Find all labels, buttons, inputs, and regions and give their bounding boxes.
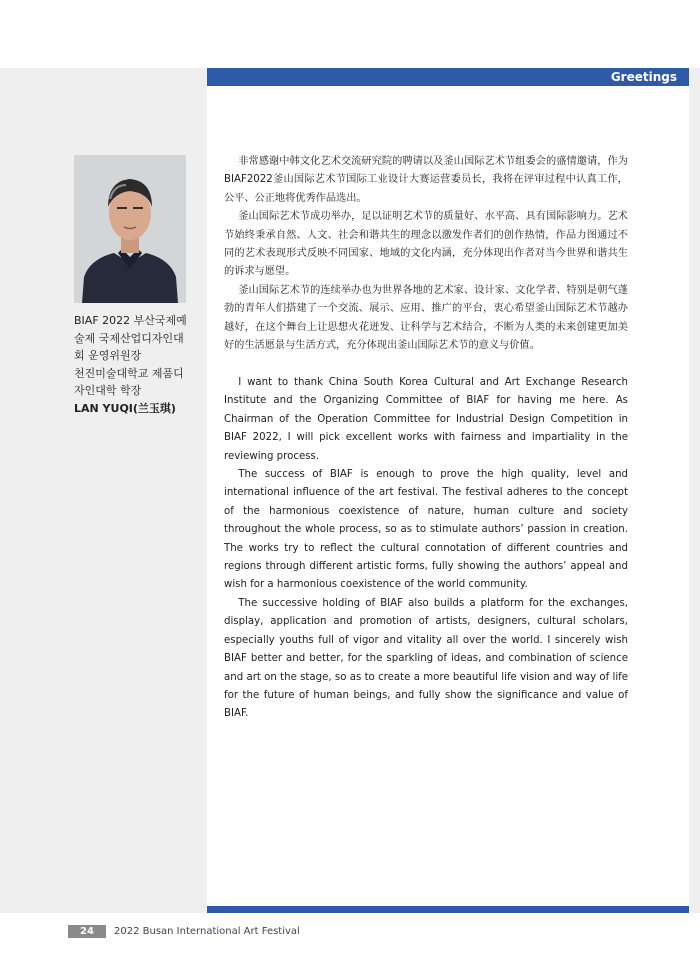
section-title: Greetings: [610, 70, 677, 84]
caption-line: BIAF 2022 부산국제예: [74, 314, 187, 327]
english-greeting: [224, 374, 628, 724]
caption-line: 천진미술대학교 제품디: [74, 366, 184, 380]
portrait-photo: [74, 155, 186, 303]
person-caption: [74, 312, 204, 418]
caption-line: 술제 국제산업디자인대: [74, 331, 184, 345]
chinese-greeting: [224, 153, 628, 355]
chinese-paragraph: 非常感谢中韩文化艺术交流研究院的聘请以及釜山国际艺术节组委会的盛情邀请，作为BIAF2022釜山国际艺术节国际工业设计大赛运营委员长，我将在评审过程中认真工作，公平、公正地将优秀作品选出。: [224, 156, 628, 204]
footer-accent-bar: [207, 906, 689, 913]
caption-line: 회 운영위원장: [74, 349, 142, 363]
section-header: [207, 68, 689, 86]
english-paragraph: I want to thank China South Korea Cultural and Art Exchange Research Institute and the Organizing Committee of BIAF for having me here. As Chairman of the Operation Committee for Industrial Design Competition in BIAF 2022, I will pick excellent works with fairness and impartiality in the reviewing process.: [224, 377, 628, 462]
caption-line: 자인대학 학장: [74, 384, 142, 398]
chinese-paragraph: 釜山国际艺术节成功举办，足以证明艺术节的质量好、水平高、具有国际影响力。艺术节始终秉承自然、人文、社会和谐共生的理念以激发作者们的创作热情，作品力图通过不同的艺术表现形式反映不同国家、地域的文化内涵，充分体现出作者对当今世界和谐共生的诉求与愿望。: [224, 211, 628, 278]
portrait-illustration: [74, 155, 186, 303]
chinese-paragraph: 釜山国际艺术节的连续举办也为世界各地的艺术家、设计家、文化学者、特别是朝气蓬勃的青年人们搭建了一个交流、展示、应用、推广的平台，衷心希望釜山国际艺术节越办越好，在这个舞台上让思想火花迸发、让科学与艺术结合，不断为人类的未来创建更加美好的生活愿景与生活方式，充分体现出釜山国际艺术节的意义与价值。: [224, 284, 628, 352]
page-number: 24: [68, 925, 106, 938]
publication-title: 2022 Busan International Art Festival: [114, 926, 300, 937]
english-paragraph: The success of BIAF is enough to prove the high quality, level and international influence of the art festival. The festival adheres to the concept of the harmonious coexistence of nature, human culture and society throughout the whole process, so as to stimulate authors’ passion in creation. The works try to reflect the cultural connotation of different countries and regions through different artistic forms, fully showing the authors’ appeal and wish for a harmonious coexistence of the world community.: [224, 469, 628, 591]
person-name: LAN YUQI(兰玉琪): [74, 401, 176, 415]
english-paragraph: The successive holding of BIAF also builds a platform for the exchanges, display, application and promotion of artists, designers, cultural scholars, especially youths full of vigor and vitality all over the world. I sincerely wish BIAF better and better, for the sparkling of ideas, and combination of science and art on the stage, so as to create a more beautiful life vision and way of life for the future of human beings, and fully show the significance and value of BIAF.: [224, 597, 628, 720]
